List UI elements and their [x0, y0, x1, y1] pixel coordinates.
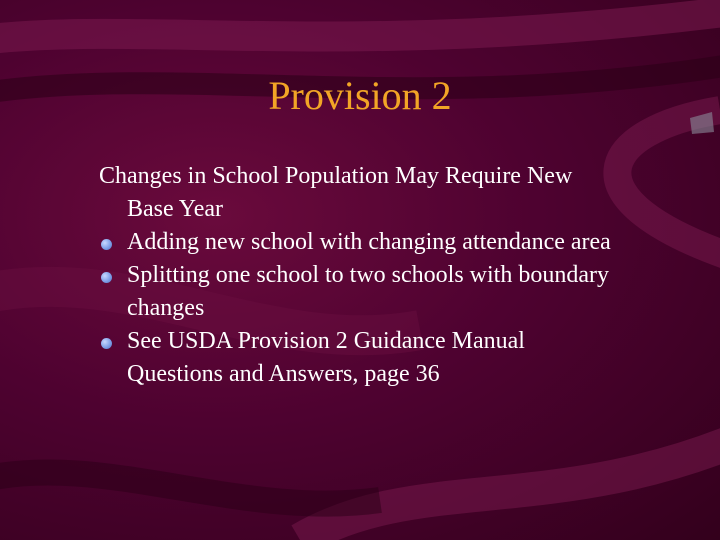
bullet-item: [99, 325, 619, 391]
slide-title: Provision 2: [268, 73, 452, 118]
bullet-item: [99, 259, 619, 325]
bullet-text: Splitting one school to two schools with boundary changes: [127, 262, 609, 321]
bullet-dot-icon: [101, 239, 112, 250]
bullet-text: Adding new school with changing attendance area: [127, 229, 611, 255]
intro-text: Changes in School Population May Require New Base Year: [99, 163, 573, 222]
bullet-dot-icon: [101, 272, 112, 283]
slide-body: [99, 160, 619, 391]
bullet-item: [99, 226, 619, 259]
bullet-dot-icon: [101, 338, 112, 349]
bullet-text: See USDA Provision 2 Guidance Manual Questions and Answers, page 36: [127, 328, 525, 387]
